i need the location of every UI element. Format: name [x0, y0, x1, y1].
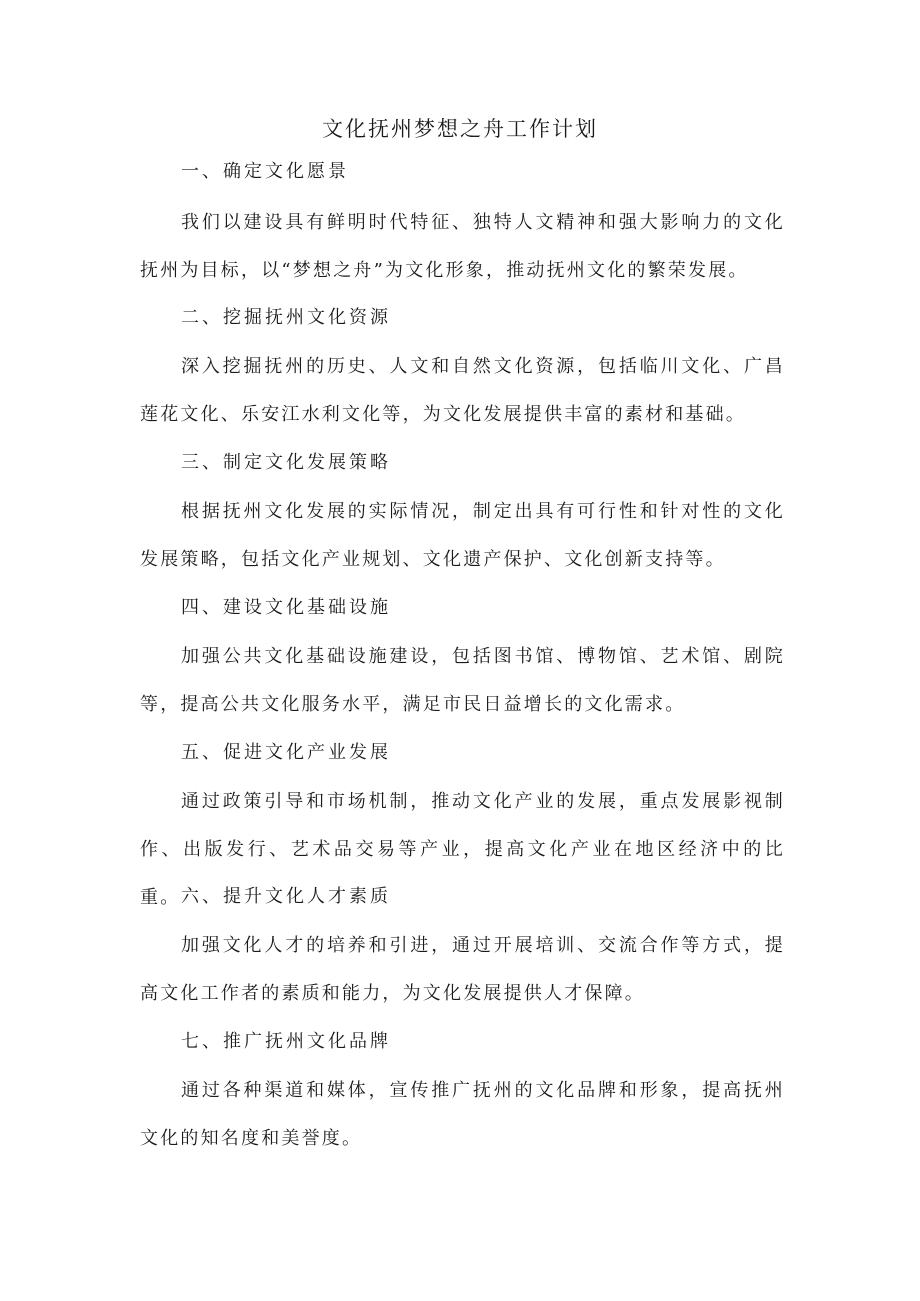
section-heading-6: 六、提升文化人才素质: [181, 886, 391, 907]
section-body-1: 我们以建设具有鲜明时代特征、独特人文精神和强大影响力的文化抚州为目标，以“梦想之舟”为文化形象，推动抚州文化的繁荣发展。: [140, 212, 785, 281]
section-body-7: 通过各种渠道和媒体，宣传推广抚州的文化品牌和形象，提高抚州文化的知名度和美誉度。: [140, 1080, 785, 1149]
section-heading-5: 五、促进文化产业发展: [181, 742, 391, 763]
section-body-5: 通过政策引导和市场机制，推动文化产业的发展，重点发展影视制作、出版发行、艺术品交易等产业，提高文化产业在地区经济中的比重。: [140, 791, 785, 908]
section-heading-2: 二、挖掘抚州文化资源: [181, 307, 391, 328]
section-body-4: 加强公共文化基础设施建设，包括图书馆、博物馆、艺术馆、剧院等，提高公共文化服务水平，满足市民日益增长的文化需求。: [140, 646, 785, 715]
section-body-3: 根据抚州文化发展的实际情况，制定出具有可行性和针对性的文化发展策略，包括文化产业规划、文化遗产保护、文化创新支持等。: [140, 501, 785, 570]
document-title: 文化抚州梦想之舟工作计划: [322, 117, 598, 141]
section-body-2: 深入挖掘抚州的历史、人文和自然文化资源，包括临川文化、广昌莲花文化、乐安江水利文化等，为文化发展提供丰富的素材和基础。: [140, 356, 785, 425]
section-heading-3: 三、制定文化发展策略: [181, 452, 391, 473]
section-heading-1: 一、确定文化愿景: [181, 161, 349, 182]
section-body-6: 加强文化人才的培养和引进，通过开展培训、交流合作等方式，提高文化工作者的素质和能力，为文化发展提供人才保障。: [140, 935, 785, 1004]
section-heading-7: 七、推广抚州文化品牌: [181, 1031, 391, 1052]
section-heading-4: 四、建设文化基础设施: [181, 597, 391, 618]
